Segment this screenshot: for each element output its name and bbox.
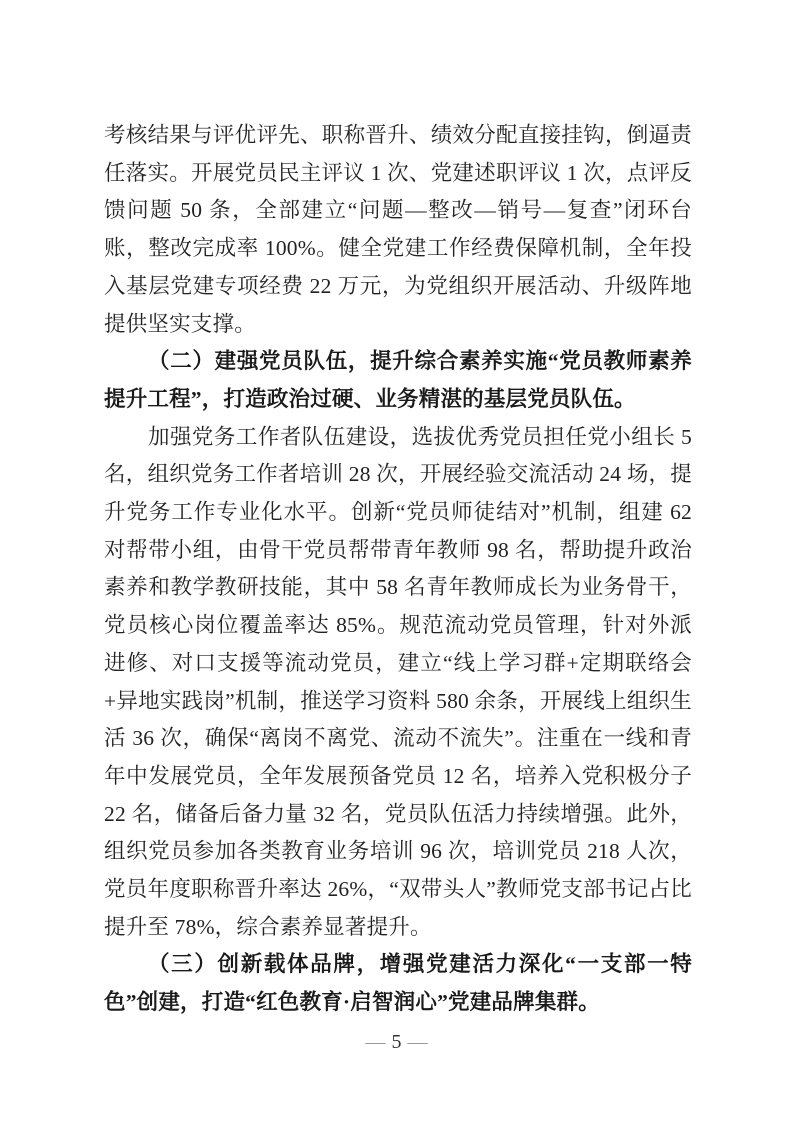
page-footer — [0, 1031, 793, 1053]
document-body — [104, 117, 692, 1022]
section-heading-2-party-member-team: （二）建强党员队伍，提升综合素养实施“党员教师素养提升工程”，打造政治过硬、业务精湛的基层党员队伍。 — [104, 349, 692, 411]
footer-dash-left: — — [365, 1031, 386, 1053]
paragraph-party-member-team-building: 加强党务工作者队伍建设，选拔优秀党员担任党小组长 5 名，组织党务工作者培训 28 次，开展经验交流活动 24 场，提升党务工作专业化水平。创新“党员师徒结对”机制，组建 62 对帮带小组，由骨干党员帮带青年教师 98 名，帮助提升政治素养和教学教研技能，其中 58 名青年教师成长为业务骨干，党员核心岗位覆盖率达 85%。规范流动党员管理，针对外派进修、对口支援等流动党员，建立“线上学习群+定期联络会+异地实践岗”机制，推送学习资料 580 余条，开展线上组织生活 36 次，确保“离岗不离党、流动不流失”。注重在一线和青年中发展党员，全年发展预备党员 12 名，培养入党积极分子 22 名，储备后备力量 32 名，党员队伍活力持续增强。此外，组织党员参加各类教育业务培训 96 次，培训党员 218 人次，党员年度职称晋升率达 26%，“双带头人”教师党支部书记占比提升至 78%，综合素养显著提升。 — [104, 424, 692, 939]
page-number: 5 — [391, 1031, 402, 1053]
footer-dash-right: — — [407, 1031, 428, 1053]
section-heading-3-brand-innovation: （三）创新载体品牌，增强党建活力深化“一支部一特色”创建，打造“红色教育·启智润心”党建品牌集群。 — [104, 952, 692, 1015]
paragraph-assessment-accountability: 考核结果与评优评先、职称晋升、绩效分配直接挂钩，倒逼责任落实。开展党员民主评议 1 次、党建述职评议 1 次，点评反馈问题 50 条，全部建立“问题—整改—销号—复查”闭环台账，整改完成率 100%。健全党建工作经费保障机制，全年投入基层党建专项经费 22 万元，为党组织开展活动、升级阵地提供坚实支撑。 — [104, 123, 692, 336]
